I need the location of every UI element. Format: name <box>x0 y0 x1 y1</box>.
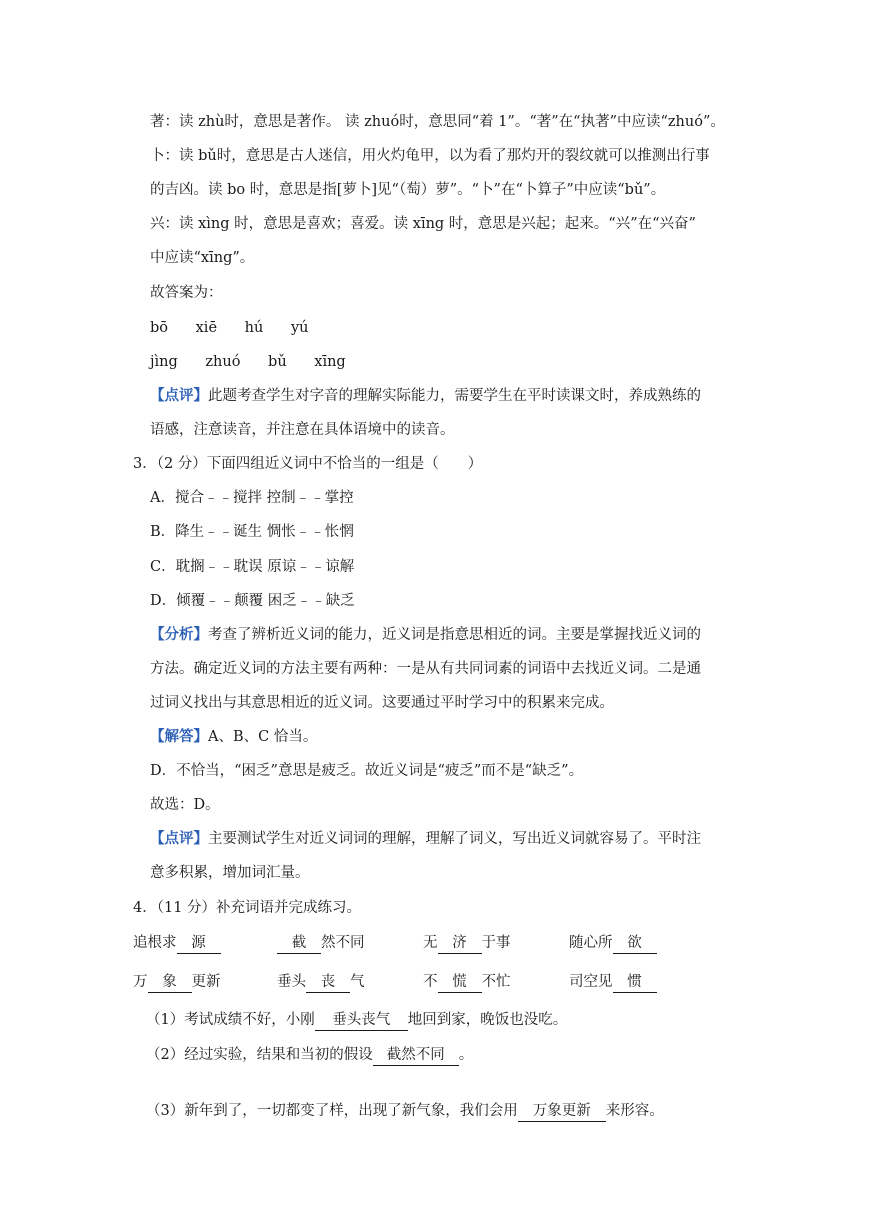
q4-sentence-3 <box>146 1101 664 1122</box>
q3-solution-line1 <box>150 727 317 747</box>
q3-stem: 3．（2 分）下面四组近义词中不恰当的一组是（ ） <box>133 456 483 472</box>
idiom-blank: 源 <box>177 934 221 954</box>
sentence-text: 。 <box>458 1047 474 1063</box>
idiom-7 <box>423 972 511 993</box>
idiom-blank: 丧 <box>306 973 350 993</box>
idiom-text: 更新 <box>191 974 221 990</box>
bu-explanation-line1: 卜：读 bǔ时，意思是古人迷信，用火灼龟甲，以为看了那灼开的裂纹就可以推测出行事 <box>150 148 710 164</box>
xing-explanation-line2: 中应读“xīng”。 <box>150 250 255 266</box>
q4-sentence-2 <box>146 1045 473 1066</box>
pinyin-answer: hú <box>244 320 264 336</box>
sentence-text: 来形容。 <box>605 1103 664 1119</box>
pinyin-answer: zhuó <box>205 354 241 370</box>
q3-solution-line2: D．不恰当，“困乏”意思是疲乏。故近义词是“疲乏”而不是“缺乏”。 <box>150 763 584 779</box>
idiom-text: 追根求 <box>133 935 177 951</box>
pinyin-answer: xīng <box>314 354 346 370</box>
pinyin-answer: yú <box>290 320 309 336</box>
q3-option-a: A．搅合﹣﹣搅拌 控制﹣﹣掌控 <box>150 490 354 506</box>
comment-text: 此题考查学生对字音的理解实际能力，需要学生在平时读课文时，养成熟练的 <box>208 388 701 404</box>
idiom-text: 于事 <box>481 935 511 951</box>
zhu-explanation: 著：读 zhù时，意思是著作。 读 zhuó时，意思同“着 1”。“著”在“执著”中应读“zhuó”。 <box>150 114 725 130</box>
q2-comment-line2: 语感，注意读音，并注意在具体语境中的读音。 <box>150 422 455 438</box>
comment-tag: 【点评】 <box>150 830 208 847</box>
idiom-text: 垂头 <box>277 974 306 990</box>
q3-option-b: B．降生﹣﹣诞生 惆怅﹣﹣怅惘 <box>150 524 354 540</box>
idiom-blank: 济 <box>438 934 482 954</box>
idiom-5 <box>133 972 221 993</box>
sentence-blank: 万象更新 <box>518 1102 606 1122</box>
q3-analysis-line2: 方法。确定近义词的方法主要有两种：一是从有共同词素的词语中去找近义词。二是通 <box>150 661 701 677</box>
xing-explanation-line1: 兴：读 xìng 时，意思是喜欢；喜爱。读 xīng 时，意思是兴起；起来。“兴”在“兴奋” <box>150 216 696 232</box>
sentence-text: 地回到家，晚饭也没吃。 <box>407 1012 568 1028</box>
idiom-6 <box>277 972 365 993</box>
idiom-text: 随心所 <box>569 935 613 951</box>
idiom-text: 然不同 <box>321 935 365 951</box>
sentence-blank: 截然不同 <box>373 1046 459 1066</box>
solution-text: A、B、C 恰当。 <box>208 729 318 745</box>
answer-row-2 <box>150 352 346 372</box>
idiom-4 <box>569 933 657 954</box>
idiom-text: 司空见 <box>569 974 613 990</box>
idiom-blank: 截 <box>277 934 321 954</box>
idiom-2 <box>277 933 365 954</box>
idiom-text: 不忙 <box>481 974 511 990</box>
idiom-text: 气 <box>350 974 365 990</box>
q3-analysis-line1 <box>150 625 701 645</box>
analysis-text: 考查了辨析近义词的能力，近义词是指意思相近的词。主要是掌握找近义词的 <box>208 627 701 643</box>
comment-tag: 【点评】 <box>150 387 208 404</box>
bu-explanation-line2: 的吉凶。读 bo 时，意思是指[萝卜]见“（萄）萝”。“卜”在“卜算子”中应读“bǔ”。 <box>150 182 666 198</box>
sentence-blank: 垂头丧气 <box>315 1011 408 1031</box>
q4-stem: 4．（11 分）补充词语并完成练习。 <box>133 900 362 916</box>
q3-option-d: D．倾覆﹣﹣颠覆 困乏﹣﹣缺乏 <box>150 593 355 609</box>
pinyin-answer: jìng <box>150 354 178 370</box>
idiom-3 <box>423 933 511 954</box>
q3-analysis-line3: 过词义找出与其意思相近的近义词。这要通过平时学习中的积累来完成。 <box>150 695 614 711</box>
sentence-text: （1）考试成绩不好，小刚 <box>146 1012 315 1028</box>
idiom-8 <box>569 972 657 993</box>
q3-comment-line2: 意多积累，增加词汇量。 <box>150 865 310 881</box>
idiom-blank: 惯 <box>613 973 657 993</box>
solution-tag: 【解答】 <box>150 728 208 745</box>
q3-option-c: C．耽搁﹣﹣耽误 原谅﹣﹣谅解 <box>150 559 355 575</box>
idiom-text: 万 <box>133 974 148 990</box>
sentence-text: （3）新年到了，一切都变了样，出现了新气象，我们会用 <box>146 1103 518 1119</box>
pinyin-answer: bǔ <box>268 354 287 370</box>
sentence-text: （2）经过实验，结果和当初的假设 <box>146 1047 373 1063</box>
idiom-blank: 慌 <box>438 973 482 993</box>
idiom-blank: 象 <box>148 973 192 993</box>
analysis-tag: 【分析】 <box>150 626 208 643</box>
pinyin-answer: bō <box>150 320 169 336</box>
answer-row-1 <box>150 318 308 338</box>
idiom-text: 无 <box>423 935 438 951</box>
idiom-text: 不 <box>423 974 438 990</box>
idiom-blank: 欲 <box>613 934 657 954</box>
q3-choice: 故选：D。 <box>150 797 220 813</box>
q4-sentence-1 <box>146 1010 567 1031</box>
q2-comment-line1 <box>150 386 701 406</box>
q3-comment-line1 <box>150 829 701 849</box>
comment-text: 主要测试学生对近义词词的理解，理解了词义，写出近义词就容易了。平时注 <box>208 831 701 847</box>
idiom-1 <box>133 933 221 954</box>
answer-intro: 故答案为： <box>150 285 223 301</box>
pinyin-answer: xiē <box>195 320 218 336</box>
